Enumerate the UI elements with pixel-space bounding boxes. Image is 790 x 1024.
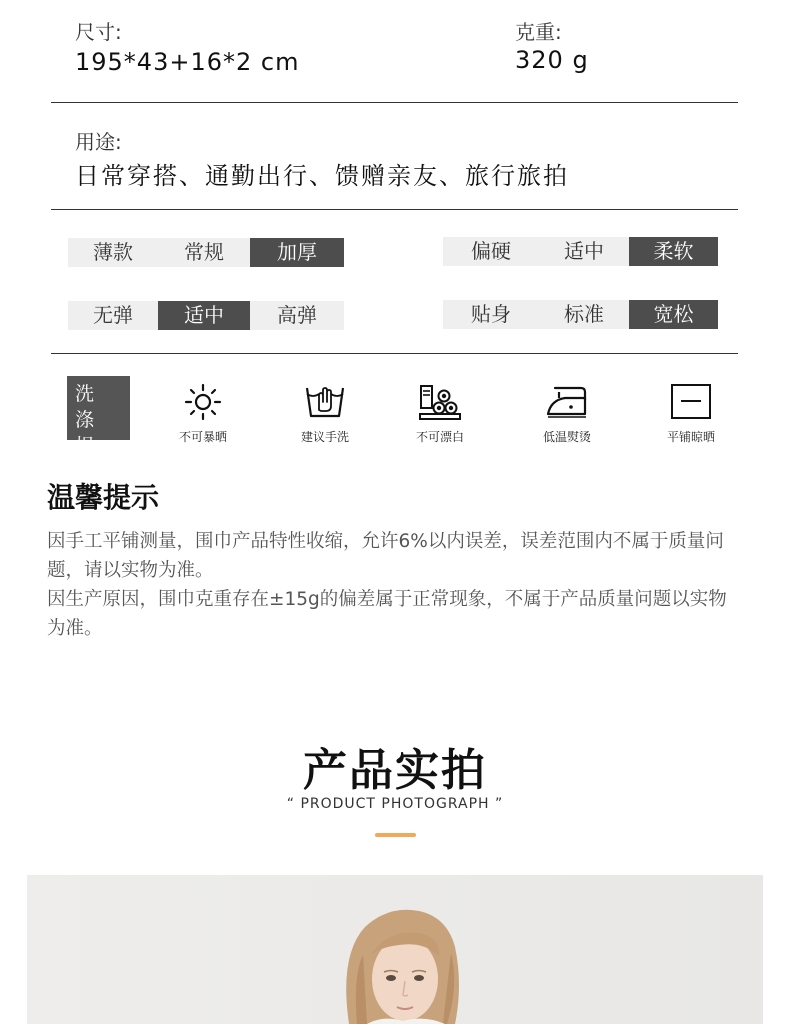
elasticity-option-high: 高弹: [277, 303, 317, 327]
elasticity-scale: [68, 301, 344, 330]
thickness-option-regular: 常规: [184, 240, 224, 264]
fit-option-standard: 标准: [564, 302, 604, 326]
hardness-option-soft-selected: 柔软: [629, 237, 718, 266]
iron-low-icon: [545, 380, 589, 424]
care-label: 平铺晾晒: [666, 430, 715, 444]
care-label: 不可暴晒: [178, 430, 227, 444]
care-title-box: [67, 376, 130, 483]
usage-label: 用途:: [75, 130, 122, 154]
tips-body: [47, 527, 737, 643]
usage-value: 日常穿搭、通勤出行、馈赠亲友、旅行旅拍: [75, 162, 569, 190]
accent-bar: [375, 833, 416, 837]
size-label: 尺寸:: [75, 20, 122, 44]
model-portrait-illustration: [27, 875, 763, 1024]
dry-flat-icon: [669, 380, 713, 424]
care-title-line1: 洗 涤: [75, 383, 100, 431]
thickness-option-thin: 薄款: [93, 240, 133, 264]
care-label: 建议手洗: [300, 430, 349, 444]
section-subtitle: “ PRODUCT PHOTOGRAPH ”: [286, 796, 504, 812]
fit-scale: [443, 300, 718, 329]
fit-option-slim: 贴身: [471, 302, 511, 326]
elasticity-option-medium-selected: 适中: [158, 301, 250, 330]
tips-paragraph: 因生产原因，围巾克重存在±15g的偏差属于正常现象，不属于产品质量问题以实物为准。: [47, 589, 727, 639]
care-item-low-iron: [527, 380, 607, 445]
divider: [51, 102, 738, 103]
tips-title: 温馨提示: [47, 481, 160, 514]
care-item-dry-flat: [651, 380, 731, 445]
thickness-scale: [68, 238, 344, 267]
hardness-option-stiff: 偏硬: [471, 239, 511, 263]
care-title-line2: 提 示: [75, 435, 100, 483]
care-item-hand-wash: [285, 380, 365, 445]
care-item-no-sun: [163, 380, 243, 445]
elasticity-option-none: 无弹: [93, 303, 133, 327]
sun-crossed-icon: [181, 380, 225, 424]
care-label: 低温熨烫: [542, 430, 591, 444]
thickness-option-thick-selected: 加厚: [250, 238, 344, 267]
weight-label: 克重:: [515, 20, 562, 44]
product-photo: [27, 875, 763, 1024]
divider: [51, 209, 738, 210]
hand-wash-icon: [303, 380, 347, 424]
hardness-option-medium: 适中: [564, 239, 604, 263]
divider: [51, 353, 738, 354]
fit-option-loose-selected: 宽松: [629, 300, 718, 329]
section-title: 产品实拍: [303, 745, 487, 796]
care-label: 不可漂白: [415, 430, 464, 444]
weight-value: 320 g: [515, 46, 589, 74]
no-bleach-icon: [418, 380, 462, 424]
hardness-scale: [443, 237, 718, 266]
size-value: 195*43+16*2 cm: [75, 48, 300, 76]
tips-paragraph: 因手工平铺测量，围巾产品特性收缩，允许6%以内误差，误差范围内不属于质量问题，请以实物为准。: [47, 531, 724, 581]
care-item-no-bleach: [400, 380, 480, 445]
